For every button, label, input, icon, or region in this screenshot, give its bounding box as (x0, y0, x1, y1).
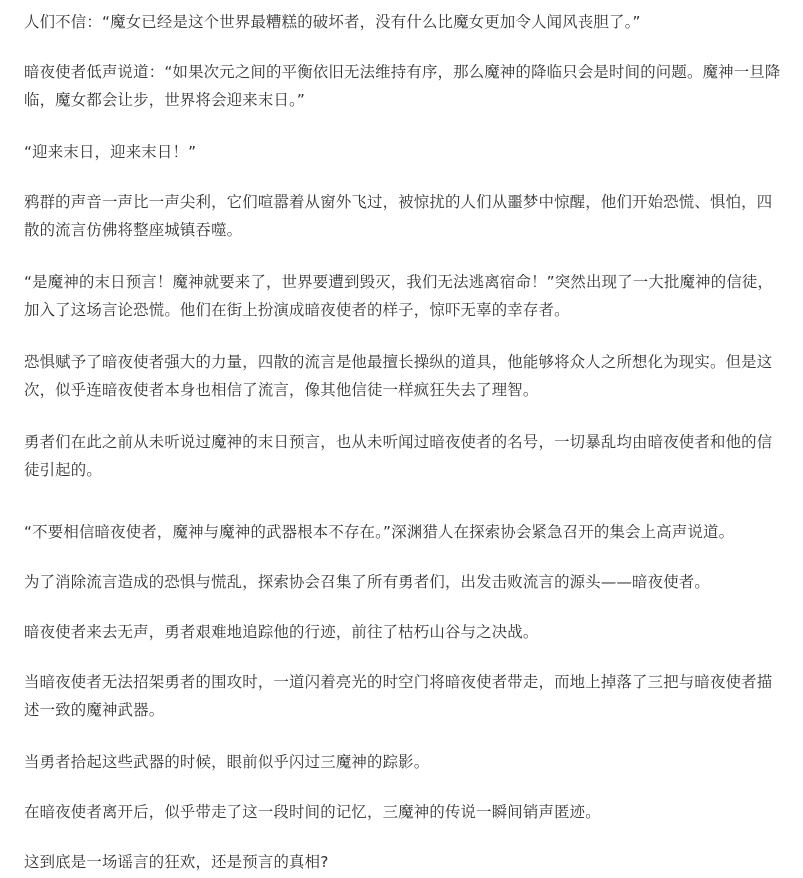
paragraph: “是魔神的末日预言！魔神就要来了，世界要遭到毁灭，我们无法逃离宿命！”突然出现了一大批魔神的信徒，加入了这场言论恐慌。他们在街上扮演成暗夜使者的样子，惊吓无辜的幸存者。 (24, 273, 774, 319)
paragraph: 暗夜使者来去无声，勇者艰难地追踪他的行迹，前往了枯朽山谷与之决战。 (24, 623, 539, 641)
paragraph: “不要相信暗夜使者，魔神与魔神的武器根本不存在。”深渊猎人在探索协会紧急召开的集会上高声说道。 (24, 523, 735, 541)
paragraph: 这到底是一场谣言的狂欢，还是预言的真相? (24, 853, 329, 871)
paragraph: 为了消除流言造成的恐惧与慌乱，探索协会召集了所有勇者们，出发击败流言的源头——暗夜使者。 (24, 573, 710, 591)
paragraph: 人们不信：“魔女已经是这个世界最糟糕的破坏者，没有什么比魔女更加令人闻风丧胆了。” (24, 13, 641, 31)
paragraph: 勇者们在此之前从未听说过魔神的末日预言，也从未听闻过暗夜使者的名号，一切暴乱均由暗夜使者和他的信徒引起的。 (24, 433, 773, 479)
paragraph: 当暗夜使者无法招架勇者的围攻时，一道闪着亮光的时空门将暗夜使者带走，而地上掉落了三把与暗夜使者描述一致的魔神武器。 (24, 673, 773, 719)
paragraph: 当勇者拾起这些武器的时候，眼前似乎闪过三魔神的踪影。 (24, 753, 430, 771)
paragraph: 暗夜使者低声说道：“如果次元之间的平衡依旧无法维持有序，那么魔神的降临只会是时间的问题。魔神一旦降临，魔女都会让步，世界将会迎来末日。” (24, 63, 781, 109)
paragraph: “迎来末日，迎来末日！” (24, 143, 197, 161)
paragraph: 鸦群的声音一声比一声尖利，它们喧嚣着从窗外飞过，被惊扰的人们从噩梦中惊醒，他们开始恐慌、惧怕，四散的流言仿佛将整座城镇吞噬。 (24, 193, 773, 239)
paragraph: 在暗夜使者离开后，似乎带走了这一段时间的记忆，三魔神的传说一瞬间销声匿迹。 (24, 803, 601, 821)
paragraph: 恐惧赋予了暗夜使者强大的力量，四散的流言是他最擅长操纵的道具，他能够将众人之所想化为现实。但是这次，似乎连暗夜使者本身也相信了流言，像其他信徒一样疯狂失去了理智。 (24, 353, 773, 399)
